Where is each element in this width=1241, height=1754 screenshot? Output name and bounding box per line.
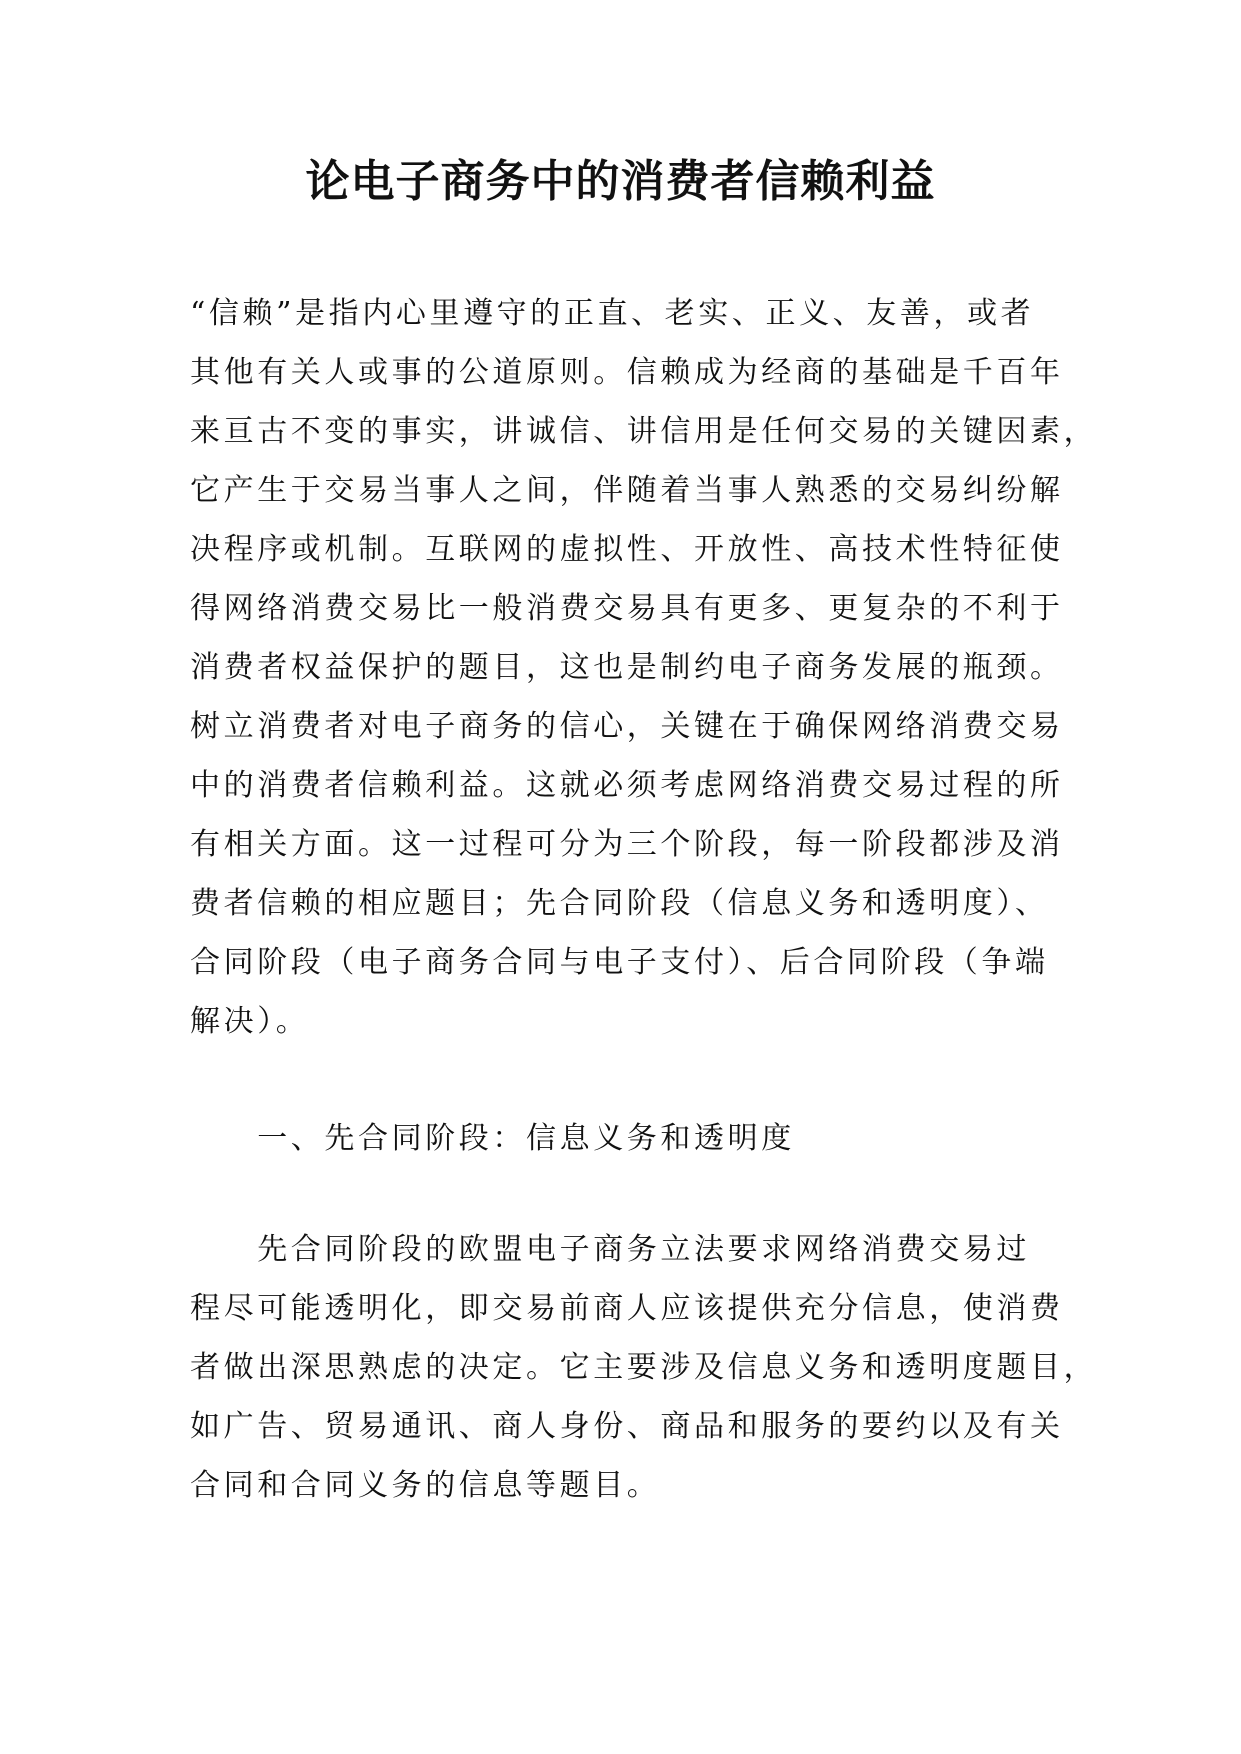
paragraph-line: 解决）。 [190, 1004, 310, 1039]
paragraph-line: 合同阶段（电子商务合同与电子支付）、后合同阶段（争端 [190, 945, 1049, 980]
paragraph-line: 有相关方面。这一过程可分为三个阶段，每一阶段都涉及消 [190, 827, 1064, 862]
paragraph-line: 如广告、贸易通讯、商人身份、商品和服务的要约以及有关 [190, 1409, 1064, 1444]
paragraph-line: 来亘古不变的事实，讲诚信、讲信用是任何交易的关键因素， [190, 414, 1098, 449]
paragraph-line: 其他有关人或事的公道原则。信赖成为经商的基础是千百年 [190, 355, 1064, 390]
paragraph-line: 费者信赖的相应题目；先合同阶段（信息义务和透明度）、 [190, 886, 1049, 921]
paragraph-line: 者做出深思熟虑的决定。它主要涉及信息义务和透明度题目， [190, 1350, 1098, 1385]
paragraph-line: 得网络消费交易比一般消费交易具有更多、更复杂的不利于 [190, 591, 1064, 626]
intro-paragraph [190, 284, 1098, 1051]
paragraph-line: 程尽可能透明化，即交易前商人应该提供充分信息，使消费 [190, 1291, 1064, 1326]
section-paragraph [190, 1220, 1098, 1515]
paragraph-line: “信赖”是指内心里遵守的正直、老实、正义、友善，或者 [190, 296, 1035, 331]
section-heading [190, 1109, 1060, 1168]
paragraph-line: 中的消费者信赖利益。这就必须考虑网络消费交易过程的所 [190, 768, 1064, 803]
paragraph-line: 决程序或机制。互联网的虚拟性、开放性、高技术性特征使 [190, 532, 1064, 567]
paragraph-line: 消费者权益保护的题目，这也是制约电子商务发展的瓶颈。 [190, 650, 1064, 685]
paragraph-line: 合同和合同义务的信息等题目。 [190, 1468, 661, 1503]
paragraph-line: 树立消费者对电子商务的信心，关键在于确保网络消费交易 [190, 709, 1064, 744]
document-title: 论电子商务中的消费者信赖利益 [305, 156, 936, 207]
paragraph-line: 先合同阶段的欧盟电子商务立法要求网络消费交易过 [190, 1232, 1030, 1267]
paragraph-line: 它产生于交易当事人之间，伴随着当事人熟悉的交易纠纷解 [190, 473, 1064, 508]
section-heading-text: 一、先合同阶段：信息义务和透明度 [190, 1121, 795, 1156]
